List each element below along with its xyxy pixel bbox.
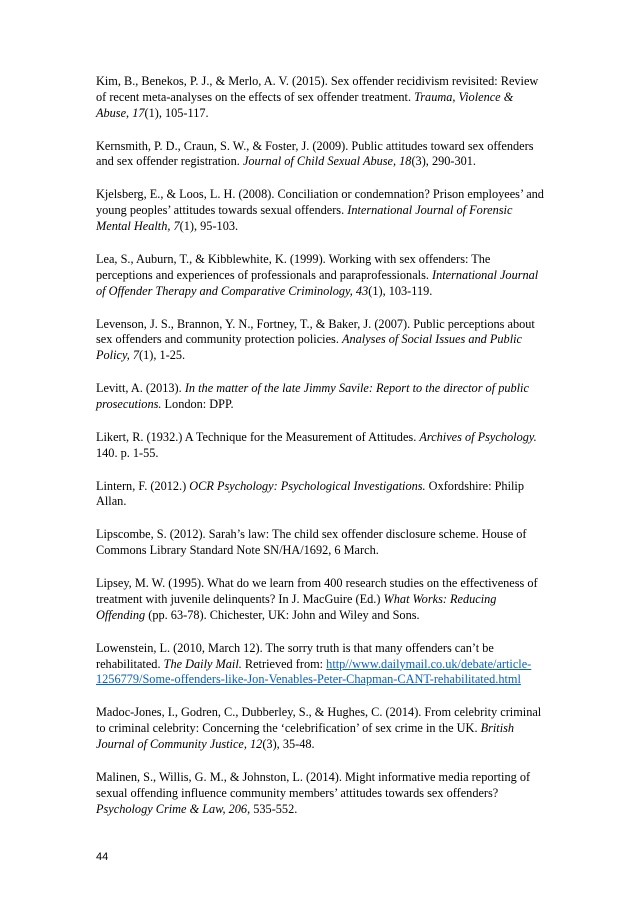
reference-text: Likert, R. (1932.) A Technique for the Measurement of Attitudes. (96, 429, 420, 444)
reference-text: , 535-552. (247, 801, 298, 816)
reference-entry (96, 479, 546, 511)
reference-text: (1), 95-103. (179, 218, 239, 233)
reference-text: Levitt, A. (2013). (96, 381, 185, 396)
reference-italic-text: The Daily Mail. (163, 656, 242, 671)
reference-text: Kernsmith, P. D., Craun, S. W., & Foster, J. (2009). Public attitudes toward sex offenders and sex offender registration. (96, 138, 534, 169)
reference-text: Lintern, F. (2012.) (96, 478, 190, 493)
reference-italic-text: Trauma, Violence & Abuse, 17 (96, 89, 514, 120)
reference-italic-text: What Works: Reducing Offending (96, 592, 497, 622)
reference-text: 140. p. 1-55. (96, 445, 159, 460)
reference-entry (96, 252, 546, 299)
reference-text: Oxfordshire: Philip Allan. (96, 478, 524, 509)
reference-italic-text: British Journal of Community Justice, 12 (96, 721, 515, 751)
reference-text: Kjelsberg, E., & Loos, L. H. (2008). Conciliation or condemnation? Prison employees’ and young peoples’ attitudes towards sexual offenders. (96, 187, 544, 218)
reference-text: (3), 35-48. (262, 736, 315, 751)
reference-text: (1), 105-117. (144, 105, 209, 120)
reference-text: Retrieved from: (241, 656, 327, 671)
reference-entry (96, 381, 546, 413)
reference-entry (96, 705, 546, 752)
reference-italic-text: International Journal of Offender Therapy and Comparative Criminology, 43 (96, 267, 539, 298)
reference-entry (96, 576, 546, 623)
reference-entry (96, 770, 546, 817)
reference-text: Lowenstein, L. (2010, March 12). The sorry truth is that many offenders can’t be rehabilitated. (96, 640, 494, 671)
reference-text: Malinen, S., Willis, G. M., & Johnston, L. (2014). Might informative media reporting of sexual offending influence community members’ attitudes towards sex offenders? (96, 769, 531, 800)
reference-text: Lipscombe, S. (2012). Sarah’s law: The child sex offender disclosure scheme. House of Commons Library Standard Note SN/HA/1692, 6 March. (96, 527, 527, 558)
page-number: 44 (96, 851, 109, 863)
reference-italic-text: Journal of Child Sexual Abuse, 18 (242, 154, 412, 169)
reference-text: (3), 290-301. (411, 154, 476, 169)
reference-link[interactable]: http//www.dailymail.co.uk/debate/article-1256779/Some-offenders-like-Jon-Venables-Peter-Chapman-CANT-rehabilitated.html (96, 656, 532, 687)
reference-text: (1), 103-119. (368, 283, 433, 298)
reference-italic-text: In the matter of the late Jimmy Savile: Report to the director of public prosecutions. (96, 381, 529, 411)
reference-entry (96, 139, 546, 171)
reference-entry (96, 430, 546, 462)
reference-italic-text: Archives of Psychology. (419, 429, 537, 444)
reference-text: (pp. 63-78). Chichester, UK: John and Wiley and Sons. (145, 607, 420, 622)
reference-entry (96, 317, 546, 364)
reference-text: (1), 1-25. (139, 348, 186, 363)
reference-text: Levenson, J. S., Brannon, Y. N., Fortney, T., & Baker, J. (2007). Public perceptions about sex offenders and community protection policies. (96, 316, 535, 347)
reference-entry (96, 74, 546, 121)
reference-list (96, 74, 546, 835)
reference-text: Lipsey, M. W. (1995). What do we learn from 400 research studies on the effectiveness of treatment with juvenile delinquents? In J. MacGuire (Ed.) (96, 576, 538, 607)
reference-entry (96, 641, 546, 688)
reference-italic-text: Analyses of Social Issues and Public Policy, 7 (96, 332, 522, 363)
reference-text: London: DPP. (161, 396, 234, 411)
reference-italic-text: Psychology Crime & Law, 206 (96, 801, 248, 816)
reference-entry (96, 527, 546, 559)
reference-text: Madoc-Jones, I., Godren, C., Dubberley, S., & Hughes, C. (2014). From celebrity criminal to criminal celebrity: Concerning the ‘celebrification’ of sex crime in the UK. (96, 705, 542, 736)
reference-italic-text: OCR Psychology: Psychological Investigations. (189, 478, 426, 493)
reference-italic-text: International Journal of Forensic Mental Health, 7 (96, 203, 513, 233)
reference-text: Lea, S., Auburn, T., & Kibblewhite, K. (1999). Working with sex offenders: The perceptions and experiences of professionals and paraprofessionals. (96, 251, 491, 282)
reference-text: Kim, B., Benekos, P. J., & Merlo, A. V. (2015). Sex offender recidivism revisited: Review of recent meta-analyses on the effects of sex offender treatment. (96, 74, 539, 104)
reference-entry (96, 187, 546, 234)
